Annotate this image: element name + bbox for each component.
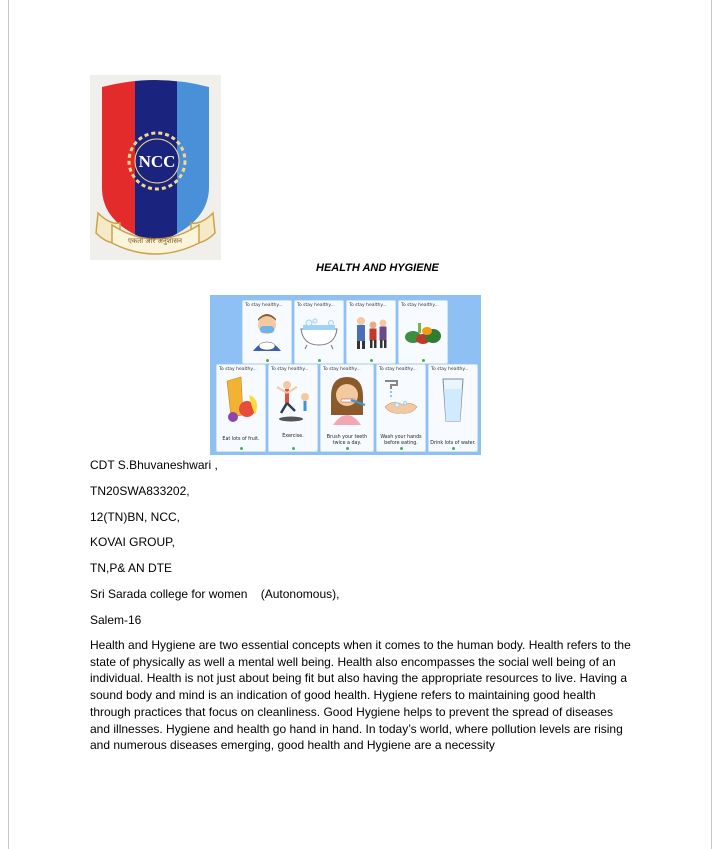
poster-card-family: To stay healthy... [346,300,396,364]
author-college: Sri Sarada college for women (Autonomous), [90,587,340,601]
author-battalion: 12(TN)BN, NCC, [90,510,181,524]
author-directorate: TN,P& AN DTE [90,561,173,575]
health-poster [210,295,481,455]
essay-paragraph: Health and Hygiene are two essential concepts when it comes to the human body. Health refers to the state of physically as well a mental well being. Health also encompasses the social well being of an individual. Health is not just about being fit but also having the appropriate resources to live. Having a sound body and mind is an indication of good health. Hygiene refers to maintaining good health through practices that focus on cleanliness. Good Hygiene helps to prevent the spread of diseases and illnesses. Hygiene and health go hand in hand. In today’s world, where pollution levels are rising and numerous diseases emerging, good health and Hygiene are a necessity [90,638,631,753]
toothbrush-icon [321,375,373,425]
poster-card-mask: To stay healthy... [242,300,292,364]
handwash-icon [377,375,425,425]
vegetables-icon [399,311,447,351]
logo-motto: एकता और अनुशासन [128,237,182,245]
exercise-icon [269,375,317,425]
family-icon [347,311,395,351]
author-reg-no: TN20SWA833202, [90,484,190,498]
poster-card-brush: To stay healthy... Brush your teeth twice a day. [320,364,374,452]
poster-card-exercise: To stay healthy... Exercise. [268,364,318,452]
poster-card-handwash: To stay healthy... Wash your hands before eating. [376,364,426,452]
emblem-text: NCC [138,152,176,171]
fruit-icon [217,375,265,425]
poster-card-fruit: To stay healthy... Eat lots of fruit. [216,364,266,452]
water-glass-icon [429,375,477,425]
bathtub-icon [295,311,343,351]
author-name: CDT S.Bhuvaneshwari , [90,458,218,472]
poster-card-water: To stay healthy... Drink lots of water. [428,364,478,452]
author-group: KOVAI GROUP, [90,535,175,549]
author-city: Salem-16 [90,613,142,627]
poster-card-bath: To stay healthy... [294,300,344,364]
ncc-logo [90,75,221,260]
poster-card-vegetables: To stay healthy... [398,300,448,364]
page-title: HEALTH AND HYGIENE [316,262,439,274]
mask-icon [243,311,291,351]
